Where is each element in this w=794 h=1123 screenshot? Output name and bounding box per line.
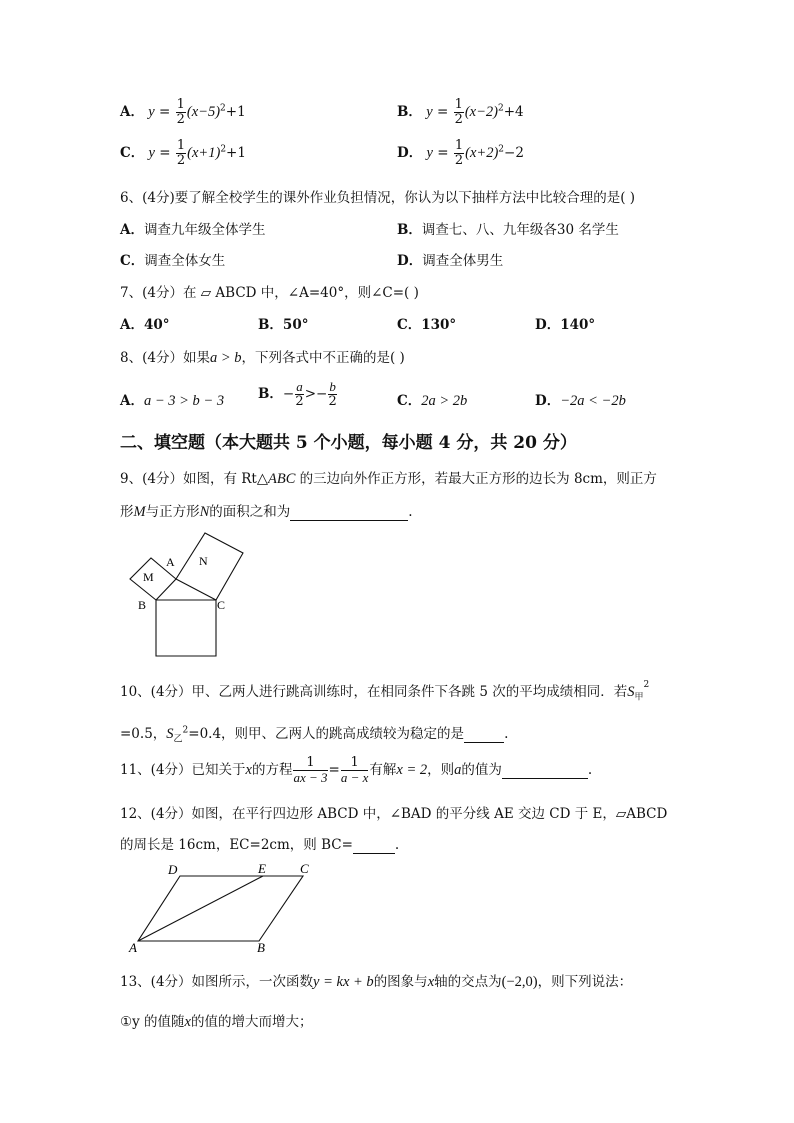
q7-option-d: D．140° <box>535 317 596 333</box>
q12-figure <box>125 860 320 955</box>
q6-option-d: D．调查全体男生 <box>397 253 504 269</box>
fraction: $\frac{a}{2}$ <box>295 379 304 409</box>
fraction: $\frac{1}{2}$ <box>454 97 463 127</box>
fraction: $\frac{1}{a - x}$ <box>340 755 369 785</box>
q10-line2: =0.5，$S_乙^2=0.4$，则甲、乙两人的跳高成绩较为稳定的是 . <box>120 725 509 745</box>
parallelogram-abcd <box>138 876 303 941</box>
q13-stem: 13、(4分）如图所示，一次函数y = kx + b的图象与x轴的交点为(−2,0)，则下列说法： <box>120 974 633 990</box>
q5-option-d: D． y = $\frac{1}{2}$ $(x+2)^2-2$ <box>397 138 524 168</box>
q10-line1: 10、(4分）甲、乙两人进行跳高训练时，在相同条件下各跳 5 次的平均成绩相同．若$S_甲^2$ <box>120 679 650 703</box>
fraction: $\frac{1}{ax - 3}$ <box>293 755 328 785</box>
q5-option-b: B． y = $\frac{1}{2}$ $(x-2)^2+4$ <box>397 97 524 127</box>
q6-option-c: C．调查全体女生 <box>120 253 226 269</box>
q11-stem: 11、(4分）已知关于x的方程 $\frac{1}{ax - 3}$ = $\frac{1}{a - x}$ 有解x = 2，则a的值为 . <box>120 755 593 785</box>
q9-figure <box>125 530 250 660</box>
q9-line2: 形M与正方形N的面积之和为 . <box>120 504 413 520</box>
label-m: M <box>143 570 154 584</box>
q8-option-a: A．a − 3 > b − 3 <box>120 393 225 409</box>
q5-option-a: A． y = $\frac{1}{2}$ $(x-5)^2+1$ <box>120 97 246 127</box>
fraction: $\frac{b}{2}$ <box>328 379 337 409</box>
q8-option-d: D．−2a < −2b <box>535 393 626 409</box>
q12-line1: 12、(4分）如图，在平行四边形 ABCD 中，∠BAD 的平分线 AE 交边 CD 于 E，▱ABCD <box>120 806 668 822</box>
q9-line1: 9、(4分）如图，有 Rt△ABC 的三边向外作正方形，若最大正方形的边长为 8cm，则正方 <box>120 471 657 487</box>
label-d: D <box>168 862 178 877</box>
q8-option-c: C．2a > 2b <box>397 393 468 409</box>
q7-option-c: C．130° <box>397 317 457 333</box>
bisector-ae <box>138 876 263 941</box>
q6-option-a: A．调查九年级全体学生 <box>120 222 266 238</box>
q7-stem: 7、(4分）在 ▱ ABCD 中，∠A=40°，则∠C=( ) <box>120 285 419 301</box>
q8-option-b: B．− $\frac{a}{2}$ >− $\frac{b}{2}$ <box>258 379 337 409</box>
fraction: $\frac{1}{2}$ <box>454 138 464 168</box>
section-heading: 二、填空题（本大题共 5 个小题，每小题 4 分，共 20 分） <box>120 433 577 453</box>
label-c: C <box>300 861 309 876</box>
square-bc <box>156 600 216 656</box>
q5-option-c: C． y = $\frac{1}{2}$ $(x+1)^2+1$ <box>120 138 246 168</box>
q6-option-b: B．调查七、八、九年级各30 名学生 <box>397 222 619 238</box>
q8-stem: 8、(4分）如果a > b，下列各式中不正确的是( ) <box>120 350 405 366</box>
label-a: A <box>129 940 137 955</box>
q7-option-a: A．40° <box>120 317 170 333</box>
q13-item1: ①y 的值随x的值的增大而增大； <box>120 1014 313 1030</box>
label-b: B <box>257 940 265 955</box>
fraction: $\frac{1}{2}$ <box>176 97 185 127</box>
q7-option-b: B．50° <box>258 317 309 333</box>
answer-blank[interactable] <box>502 762 588 779</box>
q6-stem: 6、(4分)要了解全校学生的课外作业负担情况，你认为以下抽样方法中比较合理的是( ) <box>120 190 636 206</box>
answer-blank[interactable] <box>290 504 408 521</box>
answer-blank[interactable] <box>464 726 504 743</box>
label-b: B <box>138 598 147 612</box>
q12-line2: 的周长是 16cm，EC=2cm，则 BC= . <box>120 837 400 853</box>
fraction: $\frac{1}{2}$ <box>176 138 186 168</box>
label-c: C <box>217 598 226 612</box>
square-ac <box>176 533 243 600</box>
label-n: N <box>199 554 208 568</box>
label-a: A <box>166 555 175 569</box>
label-e: E <box>258 861 266 876</box>
answer-blank[interactable] <box>353 837 395 854</box>
